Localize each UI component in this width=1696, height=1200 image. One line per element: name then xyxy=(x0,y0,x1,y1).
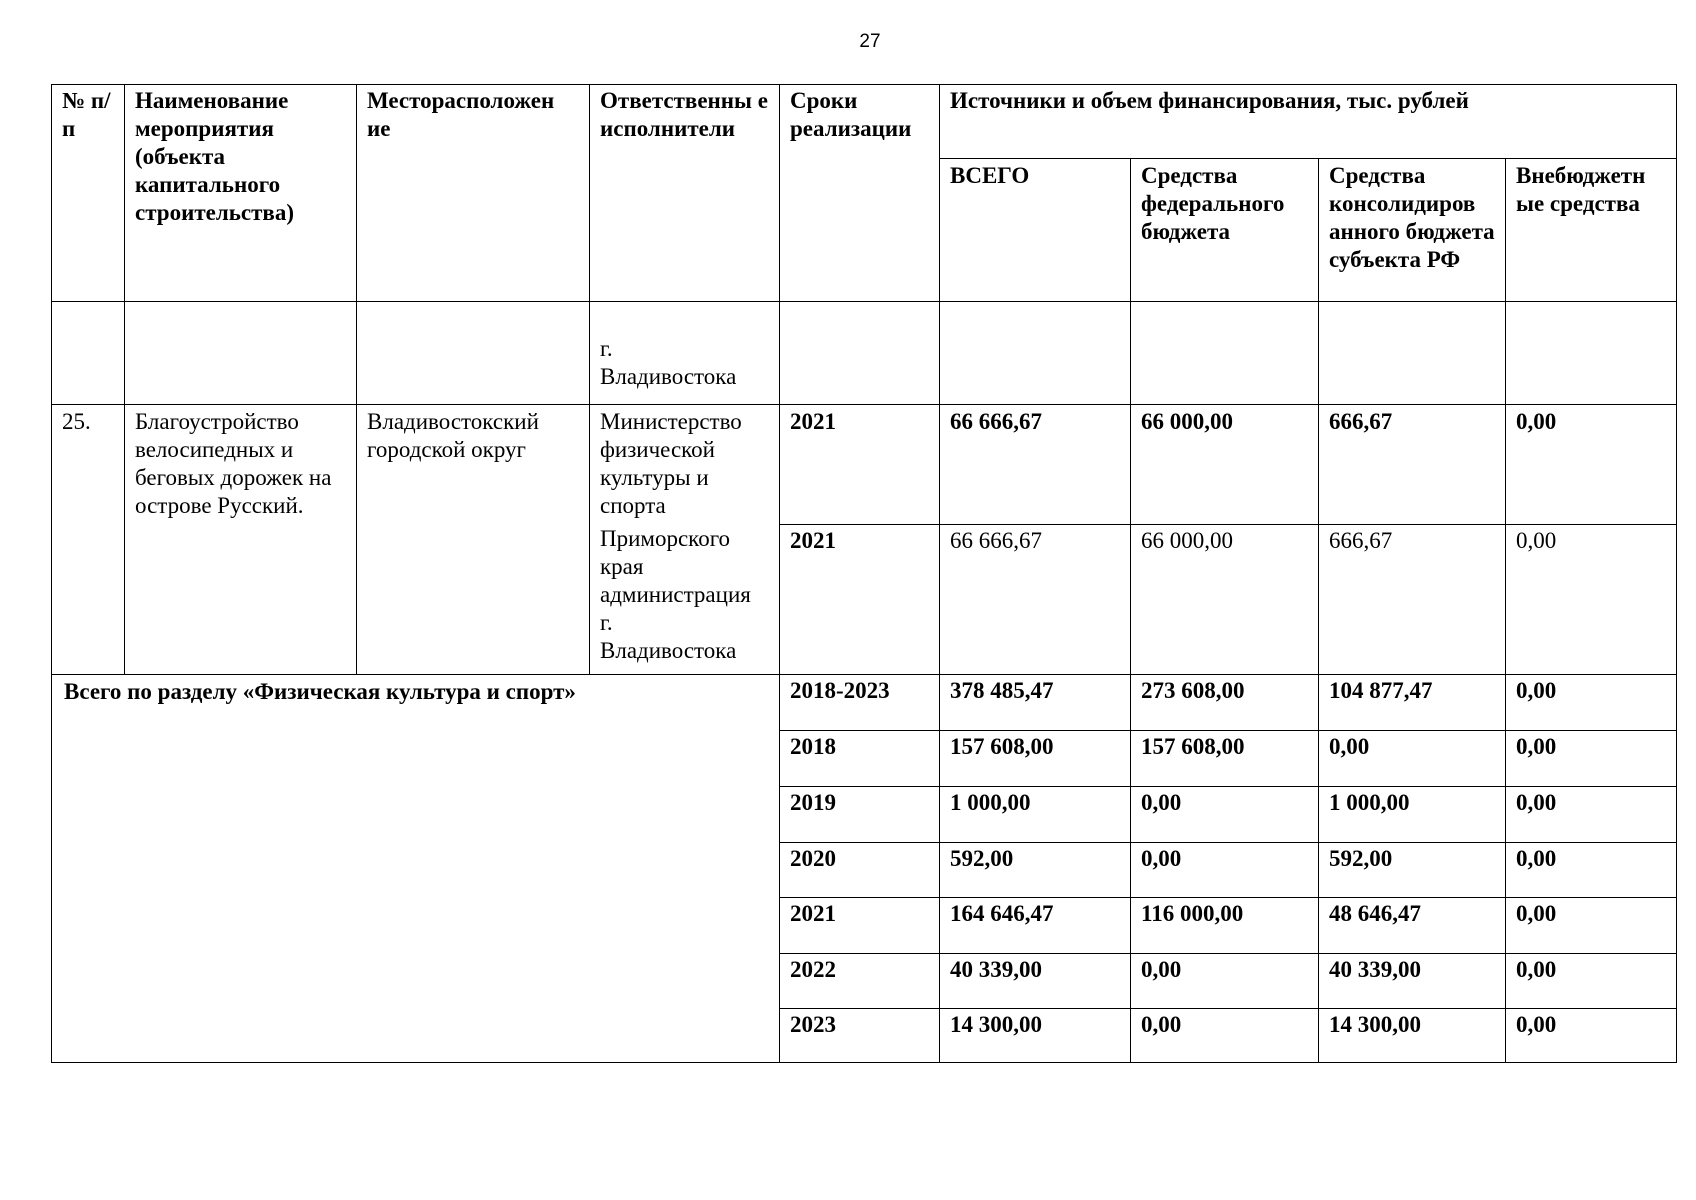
summary-year: 2023 xyxy=(780,1009,940,1063)
summary-year: 2018-2023 xyxy=(780,675,940,731)
header-name: Наименование мероприятия (объекта капитального строительства) xyxy=(125,85,357,302)
summary-extra: 0,00 xyxy=(1506,954,1677,1009)
item25-name: Благоустройство велосипедных и беговых дорожек на острове Русский. xyxy=(125,405,357,675)
header-responsible: Ответственны е исполнители xyxy=(590,85,780,302)
summary-federal: 273 608,00 xyxy=(1131,675,1319,731)
summary-regional: 1 000,00 xyxy=(1319,787,1506,843)
summary-extra: 0,00 xyxy=(1506,843,1677,898)
summary-total: 14 300,00 xyxy=(940,1009,1131,1063)
header-location: Месторасположен ие xyxy=(357,85,590,302)
continuation-cell-empty xyxy=(357,302,590,405)
summary-federal: 0,00 xyxy=(1131,843,1319,898)
summary-extra: 0,00 xyxy=(1506,675,1677,731)
summary-total: 1 000,00 xyxy=(940,787,1131,843)
item25-federal: 66 000,00 xyxy=(1131,525,1319,675)
continuation-cell-empty xyxy=(940,302,1131,405)
header-period: Сроки реализации xyxy=(780,85,940,302)
summary-year: 2022 xyxy=(780,954,940,1009)
continuation-cell-empty xyxy=(1319,302,1506,405)
continuation-row xyxy=(52,302,1677,405)
item25-year: 2021 xyxy=(780,525,940,675)
item25-no: 25. xyxy=(52,405,125,675)
item25-responsible-top: Министерство физической культуры и спорта xyxy=(590,405,780,525)
item25-year: 2021 xyxy=(780,405,940,525)
page-number: 27 xyxy=(859,31,881,52)
item25-total: 66 666,67 xyxy=(940,525,1131,675)
financing-table xyxy=(51,84,1677,1063)
summary-year: 2018 xyxy=(780,731,940,787)
summary-federal: 157 608,00 xyxy=(1131,731,1319,787)
summary-regional: 592,00 xyxy=(1319,843,1506,898)
continuation-cell-empty xyxy=(780,302,940,405)
summary-year: 2019 xyxy=(780,787,940,843)
summary-federal: 116 000,00 xyxy=(1131,898,1319,954)
header-extrabudget: Внебюджетн ые средства xyxy=(1506,159,1677,302)
summary-total: 40 339,00 xyxy=(940,954,1131,1009)
summary-total: 164 646,47 xyxy=(940,898,1131,954)
summary-total: 378 485,47 xyxy=(940,675,1131,731)
continuation-cell-empty xyxy=(1131,302,1319,405)
continuation-cell-empty xyxy=(52,302,125,405)
summary-year: 2021 xyxy=(780,898,940,954)
item25-location: Владивостокский городской округ xyxy=(357,405,590,675)
summary-regional: 0,00 xyxy=(1319,731,1506,787)
item25-total: 66 666,67 xyxy=(940,405,1131,525)
item25-responsible-bottom: Приморского края администрация г. Владивостока xyxy=(590,525,780,675)
summary-regional: 104 877,47 xyxy=(1319,675,1506,731)
continuation-cell-empty xyxy=(125,302,357,405)
item25-row-1 xyxy=(52,405,1677,525)
summary-federal: 0,00 xyxy=(1131,787,1319,843)
header-sources: Источники и объем финансирования, тыс. рублей xyxy=(940,85,1677,159)
summary-label: Всего по разделу «Физическая культура и спорт» xyxy=(52,675,780,1063)
summary-total: 592,00 xyxy=(940,843,1131,898)
summary-federal: 0,00 xyxy=(1131,954,1319,1009)
header-total: ВСЕГО xyxy=(940,159,1131,302)
summary-row xyxy=(52,675,1677,731)
summary-federal: 0,00 xyxy=(1131,1009,1319,1063)
continuation-cell-empty xyxy=(1506,302,1677,405)
summary-extra: 0,00 xyxy=(1506,787,1677,843)
summary-extra: 0,00 xyxy=(1506,1009,1677,1063)
summary-total: 157 608,00 xyxy=(940,731,1131,787)
continuation-responsible: г. Владивостока xyxy=(590,302,780,405)
header-regional: Средства консолидиров анного бюджета субъекта РФ xyxy=(1319,159,1506,302)
item25-extra: 0,00 xyxy=(1506,405,1677,525)
summary-regional: 48 646,47 xyxy=(1319,898,1506,954)
item25-extra: 0,00 xyxy=(1506,525,1677,675)
item25-regional: 666,67 xyxy=(1319,525,1506,675)
summary-regional: 40 339,00 xyxy=(1319,954,1506,1009)
item25-regional: 666,67 xyxy=(1319,405,1506,525)
summary-extra: 0,00 xyxy=(1506,898,1677,954)
summary-year: 2020 xyxy=(780,843,940,898)
summary-regional: 14 300,00 xyxy=(1319,1009,1506,1063)
header-federal: Средства федерального бюджета xyxy=(1131,159,1319,302)
item25-federal: 66 000,00 xyxy=(1131,405,1319,525)
header-no: № п/п xyxy=(52,85,125,302)
summary-extra: 0,00 xyxy=(1506,731,1677,787)
header-row-1 xyxy=(52,85,1677,159)
